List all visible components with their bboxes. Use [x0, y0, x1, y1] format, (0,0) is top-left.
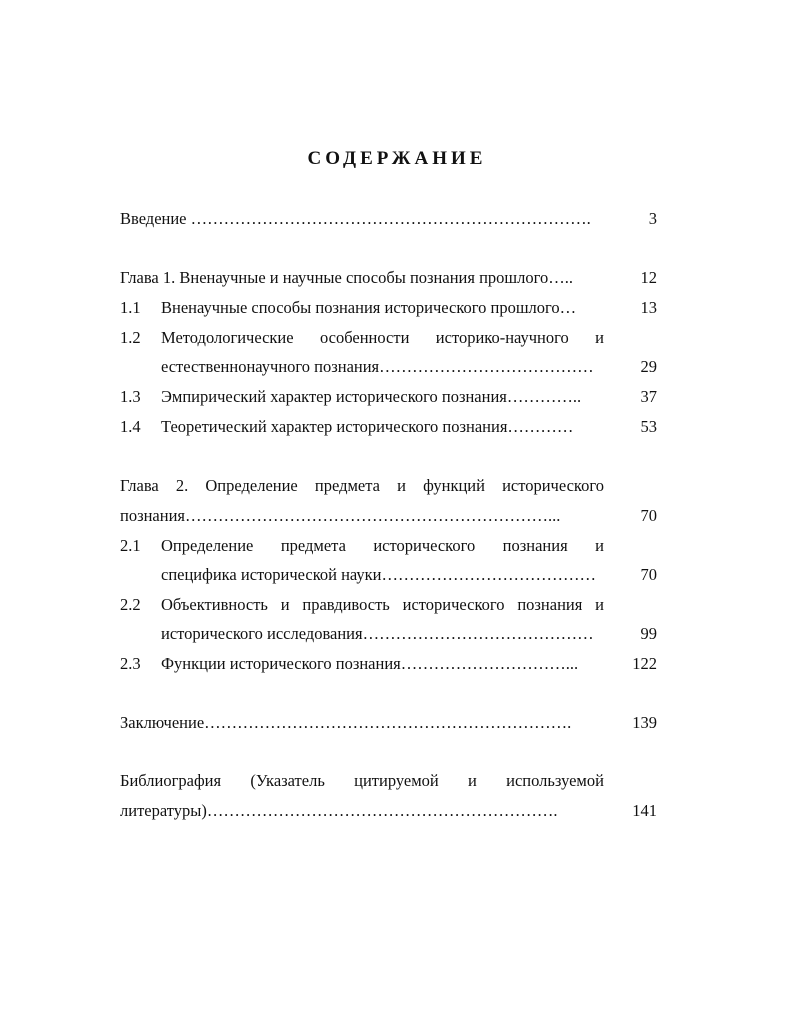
- word: и: [595, 536, 604, 555]
- toc-entry-chapter-1: Глава 1. Вненаучные и научные способы познания прошлого…..: [120, 268, 573, 287]
- toc-entry-1-4: Теоретический характер исторического познания…………: [161, 417, 574, 436]
- toc-num-2-2: 2.2: [120, 595, 141, 614]
- toc-page-2-3: 122: [632, 654, 657, 673]
- toc-entry-1-2-line-1: [161, 327, 604, 349]
- toc-page-chapter-2: 70: [640, 506, 657, 525]
- word: Определение: [205, 476, 298, 495]
- toc-num-2-3: 2.3: [120, 654, 141, 673]
- toc-entry-2-1-line-2: специфика исторической науки…………………………………: [161, 565, 597, 584]
- toc-entry-2-2-line-1: [161, 594, 604, 616]
- toc-page-1-2: 29: [640, 357, 657, 376]
- word: предмета: [314, 476, 380, 495]
- page-title: СОДЕРЖАНИЕ: [307, 148, 487, 169]
- word: познания: [502, 536, 568, 555]
- toc-num-1-1: 1.1: [120, 298, 141, 317]
- word: и: [468, 771, 477, 790]
- toc-page-2-2: 99: [640, 624, 657, 643]
- toc-page-intro: 3: [648, 209, 657, 228]
- word: исторического: [373, 536, 476, 555]
- toc-page-conclusion: 139: [632, 713, 657, 732]
- toc-page-2-1: 70: [640, 565, 657, 584]
- toc-num-1-2: 1.2: [120, 328, 141, 347]
- word: исторического: [502, 476, 604, 495]
- word: и: [595, 595, 604, 614]
- toc-entry-chapter-2-line-2: познания…………………………………………………………...: [120, 506, 561, 525]
- toc-page-bibliography: 141: [632, 801, 657, 820]
- toc-entry-intro: Введение ……………………………………………………………….: [120, 209, 591, 228]
- toc-page-1-4: 53: [640, 417, 657, 436]
- toc-entry-chapter-2-line-1: [120, 475, 604, 497]
- word: и: [595, 328, 604, 347]
- word: используемой: [506, 771, 604, 790]
- toc-page-1-1: 13: [640, 298, 657, 317]
- word: (Указатель: [250, 771, 325, 790]
- word: 2.: [175, 476, 189, 495]
- toc-entry-bibliography-line-2: литературы)……………………………………………………….: [120, 801, 558, 820]
- toc-num-2-1: 2.1: [120, 536, 141, 555]
- toc-entry-2-1-line-1: [161, 535, 604, 557]
- toc-entry-bibliography-line-1: [120, 770, 604, 792]
- word: Библиография: [120, 771, 222, 790]
- toc-num-1-4: 1.4: [120, 417, 141, 436]
- word: историко-научного: [435, 328, 569, 347]
- toc-entry-1-1: Вненаучные способы познания исторического прошлого…: [161, 298, 577, 317]
- word: Методологические: [161, 328, 294, 347]
- word: цитируемой: [354, 771, 439, 790]
- toc-entry-2-2-line-2: исторического исследования……………………………………: [161, 624, 594, 643]
- word: Объективность: [161, 595, 268, 614]
- word: познания: [517, 595, 583, 614]
- word: исторического: [402, 595, 505, 614]
- word: и: [397, 476, 406, 495]
- toc-num-1-3: 1.3: [120, 387, 141, 406]
- word: и: [280, 595, 290, 614]
- toc-entry-1-3: Эмпирический характер исторического познания…………..: [161, 387, 582, 406]
- toc-entry-1-2-line-2: естественнонаучного познания…………………………………: [161, 357, 594, 376]
- word: функций: [423, 476, 485, 495]
- toc-entry-conclusion: Заключение………………………………………………………….: [120, 713, 572, 732]
- word: особенности: [319, 328, 410, 347]
- toc-page-chapter-1: 12: [640, 268, 657, 287]
- word: Глава: [120, 476, 159, 495]
- toc-page-1-3: 37: [640, 387, 657, 406]
- word: Определение: [161, 536, 254, 555]
- word: правдивость: [302, 595, 390, 614]
- toc-entry-2-3: Функции исторического познания…………………………...: [161, 654, 579, 673]
- word: предмета: [280, 536, 346, 555]
